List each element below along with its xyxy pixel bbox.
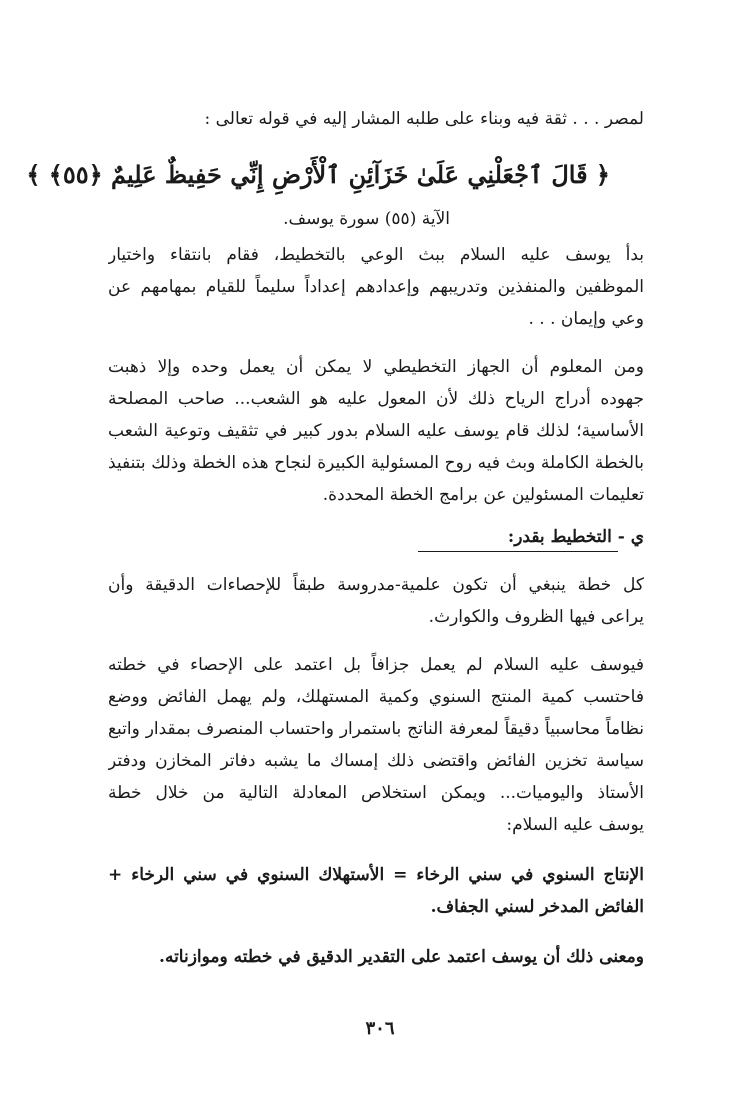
- section-heading: ي - التخطيط بقدر:: [507, 527, 644, 547]
- page-number: ٣٠٦: [365, 1018, 395, 1039]
- paragraph-line: يراعى فيها الظروف والكوارث.: [428, 607, 644, 627]
- paragraph-line: سياسة تخزين الفائض واقتضى ذلك إمساك ما يشبه دفاتر المخازن ودفتر: [108, 751, 644, 771]
- paragraph-line: الأستاذ واليوميات... ويمكن استخلاص المعادلة التالية من خلال خطة: [108, 783, 644, 803]
- equation-line: الإنتاج السنوي في سني الرخاء = الأستهلاك السنوي في سني الرخاء +: [108, 865, 644, 885]
- paragraph-line: نظاماً محاسبياً دقيقاً لمعرفة الناتج باستمرار واحتساب المنصرف بمقدار واتبع: [108, 719, 644, 739]
- paragraph-line: فيوسف عليه السلام لم يعمل جزافاً بل اعتمد على الإحصاء في خطته: [108, 655, 644, 675]
- quran-verse: ﴿ قَالَ ٱجْعَلْنِي عَلَىٰ خَزَآئِنِ ٱلْأَرْضِ إِنِّي حَفِيظٌ عَلِيمٌ ﴿٥٥﴾ ﴾: [26, 160, 610, 189]
- paragraph-line: كل خطة ينبغي أن تكون علمية-مدروسة طبقاً للإحصاءات الدقيقة وأن: [108, 575, 644, 595]
- paragraph-line: الموظفين والمنفذين وتدريبهم وإعدادهم إعداداً سليماً للقيام بمهامهم عن: [108, 277, 644, 297]
- paragraph-line: تعليمات المسئولين عن برامج الخطة المحددة.: [322, 485, 644, 505]
- paragraph-line: فاحتسب كمية المنتج السنوي وكمية المستهلك، ولم يهمل الفائض ووضع: [108, 687, 644, 707]
- verse-reference: الآية (٥٥) سورة يوسف.: [283, 209, 450, 229]
- paragraph-line: الأساسية؛ لذلك قام يوسف عليه السلام بدور كبير في تثقيف وتوعية الشعب: [108, 421, 644, 441]
- paragraph-line: جهوده أدراج الرياح ذلك لأن المعول عليه هو الشعب... صاحب المصلحة: [108, 389, 644, 409]
- intro-line: لمصر . . . ثقة فيه وبناء على طلبه المشار إليه في قوله تعالى :: [204, 109, 644, 129]
- paragraph-line: وعي وإيمان . . .: [528, 309, 644, 329]
- paragraph-line: ومن المعلوم أن الجهاز التخطيطي لا يمكن أن يعمل وحده وإلا ذهبت: [108, 357, 644, 377]
- heading-underline: [418, 551, 618, 552]
- paragraph-line: يوسف عليه السلام:: [506, 815, 644, 835]
- equation-line: الفائض المدخر لسني الجفاف.: [430, 897, 644, 917]
- conclusion: ومعنى ذلك أن يوسف اعتمد على التقدير الدقيق في خطته وموازناته.: [159, 947, 644, 967]
- paragraph-line: بدأ يوسف عليه السلام ببث الوعي بالتخطيط، فقام بانتقاء واختيار: [108, 245, 644, 265]
- paragraph-line: بالخطة الكاملة وبث فيه روح المسئولية الكبيرة لنجاح هذه الخطة وذلك بتنفيذ: [108, 453, 644, 473]
